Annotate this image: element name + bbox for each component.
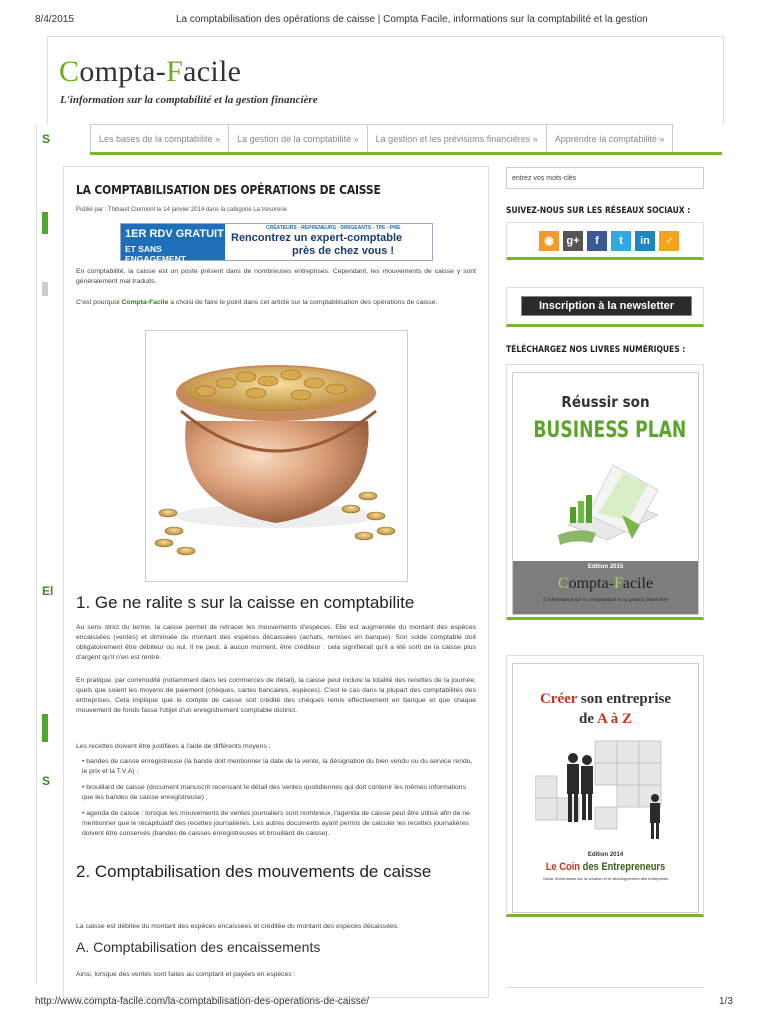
nav-item-bases[interactable]: Les bases de la comptabilité » (90, 124, 228, 152)
site-logo[interactable] (59, 55, 241, 89)
strip-green-bar (42, 714, 48, 742)
ebook2-logo (527, 861, 684, 873)
ebook-business-plan[interactable] (506, 364, 704, 620)
ebook-cover (512, 372, 699, 615)
nav-item-apprendre[interactable]: Apprendre la comptabilité » (546, 124, 674, 152)
ad-banner[interactable] (120, 223, 433, 264)
ebook-creer-entreprise[interactable] (506, 655, 704, 917)
section-heading-1: 1. Ge ne ralite s sur la caisse en comptabilite (76, 593, 415, 612)
paragraph-practice: En pratique, par commodité (notamment dans les commerces de détail), la caisse peut inclure la totalité des recettes de la journée, quels que soient les moyens de paiement (chèques, cartes bancaires, espèces). C'est le cas dans la plupart des comptabilités des entreprises. Cela implique que le compte de caisse soit crédité des chèques remis effectivement en banque et que chaque mouvement de fonds fasse l'objet d'un enregistrement comptable distinct. (76, 677, 476, 714)
print-title: La comptabilisation des opérations de caisse | Compta Facile, informations sur la comptabilité et la gestion (176, 14, 648, 25)
article (63, 166, 489, 998)
list-item: • bandes de caisse enregistreuse (la bande doit mentionner la date de la vente, la désignation du bien vendu ou du service rendu, le prix et la T.V.A) ; (82, 758, 473, 775)
pot-of-gold-icon (146, 331, 407, 581)
ebook-edition: Edition 2015 (587, 564, 624, 570)
ebook-logo-p2: acile (622, 575, 654, 592)
ad-right-line2: près de chez vous ! (292, 245, 395, 257)
intro-paragraph: En comptabilité, la caisse est un poste présent dans de nombreuses entreprises. Cependant, les mouvements de caisse y sont généralement mal traduits. (76, 268, 476, 285)
ebook2-logo-coin: Coin (559, 861, 581, 873)
facebook-icon[interactable]: f (587, 231, 607, 251)
article-title: LA COMPTABILISATION DES OPÉRATIONS DE CAISSE (76, 182, 381, 197)
strip-letter: S (42, 774, 51, 788)
intro-paragraph-2 (76, 298, 476, 308)
sidebar-next-widget (506, 987, 704, 998)
ebook-title-line2: BUSINESS PLAN (533, 418, 687, 443)
ad-top-line: CRÉATEURS - REPRENEURS - DIRIGEANTS - TPE - PME (266, 225, 401, 231)
paragraph-justification: Les recettes doivent être justifiées à l'aide de différents moyens : (76, 743, 271, 750)
section-heading-2: 2. Comptabilisation des mouvements de caisse (76, 862, 432, 881)
ebook2-logo-des: des (580, 861, 602, 873)
ebook-tagline: L'information sur la comptabilité et la gestion financière (543, 597, 668, 603)
subsection-heading-a: A. Comptabilisation des encaissements (76, 939, 321, 955)
ebook2-title-line2 (513, 711, 698, 728)
social-heading: SUIVEZ-NOUS SUR LES RÉSEAUX SOCIAUX : (506, 206, 691, 216)
paragraph-sales: Ainsi, lorsque des ventes sont faites au comptant et payées en espèces : (76, 971, 296, 978)
strip-letter: S (42, 132, 51, 146)
ebook2-title-red: Créer (539, 691, 578, 707)
ebook2-title-line1 (513, 691, 698, 708)
ebook-cover (512, 663, 699, 913)
viadeo-icon[interactable]: ♂ (659, 231, 679, 251)
ebook-logo (513, 575, 698, 593)
ebook-logo-f: F (613, 575, 623, 592)
article-meta: Publié par : Thibault Clermont le 14 janvier 2014 dans la catégorie La trésorerie (76, 207, 288, 213)
ad-left-line1: 1ER RDV GRATUIT (125, 228, 224, 240)
strip-letter: El (42, 584, 54, 598)
site-header (47, 36, 724, 125)
ebook2-logo-le: Le (545, 861, 560, 873)
google-plus-icon[interactable]: g+ (563, 231, 583, 251)
logo-letter-c: C (59, 55, 80, 88)
ebook-title-line1: Réussir son (561, 393, 650, 411)
intro2-text-after: a choisi de faire le point dans cet article sur la comptabilisation des opérations de caisse. (168, 299, 438, 306)
nav-item-previsions[interactable]: La gestion et les prévisions financières » (367, 124, 546, 152)
strip-avatar (42, 282, 48, 296)
left-clipped-column (36, 124, 54, 984)
paragraph-debit-credit: La caisse est débitée du montant des espèces encaissées et créditée du montant des espèces décaissées. (76, 923, 400, 930)
books-heading: TÉLÉCHARGEZ NOS LIVRES NUMÉRIQUES : (506, 345, 686, 355)
charts-folder-icon (548, 455, 668, 553)
social-links (506, 222, 704, 260)
ad-left-line2: ET SANS ENGAGEMENT (125, 244, 186, 264)
twitter-icon[interactable]: t (611, 231, 631, 251)
list-item: • brouillard de caisse (document manuscrit recensant le détail des ventes quotidiennes qui doit contenir les mêmes informations que les bandes de caisse enregistreuse) ; (82, 784, 466, 801)
main-nav (90, 124, 722, 155)
logo-letter-f: F (166, 55, 184, 88)
ebook2-edition: Edition 2014 (587, 852, 624, 858)
ebook2-logo-ent: Entrepreneurs (601, 861, 666, 873)
rss-icon[interactable]: ◉ (539, 231, 559, 251)
nav-item-gestion[interactable]: La gestion de la comptabilité » (228, 124, 367, 152)
pot-of-gold-image (145, 330, 408, 582)
print-url: http://www.compta-facile.com/la-comptabilisation-des-operations-de-caisse/ (35, 996, 370, 1007)
ad-right-line1: Rencontrez un expert-comptable (231, 232, 403, 244)
compta-facile-link[interactable]: Compta-Facile (121, 299, 169, 306)
ebook-logo-c: C (557, 575, 569, 592)
ebook2-tagline: Guide l'information sur la création et le développement des entreprises (542, 876, 669, 881)
linkedin-icon[interactable]: in (635, 231, 655, 251)
ebook-logo-p1: ompta- (568, 575, 614, 592)
ad-left-panel (121, 224, 225, 264)
intro2-text: C'est pourquoi (76, 299, 122, 306)
newsletter-box (506, 287, 704, 327)
newsletter-button[interactable]: Inscription à la newsletter (521, 296, 692, 316)
ebook2-title-az: A à Z (596, 711, 632, 727)
puzzle-businessmen-icon (535, 736, 680, 846)
print-page-number: 1/3 (719, 996, 733, 1007)
search-input[interactable]: entrez vos mots-clés (506, 167, 704, 189)
list-item: • agenda de caisse : lorsque les mouvements de ventes journaliers sont nombreux, l'agenda de caisse peut être utilisé afin de ne mentionner que le récapitulatif des recettes journalières. Les autres documents ayant permis de calculer les recettes journalières doivent être conservés (bandes de caisses enregistreuses et brouillard de caisse). (82, 810, 470, 837)
ebook2-title-pre: de (579, 711, 597, 727)
strip-green-bar (42, 212, 48, 234)
ebook-footer-band (513, 561, 698, 615)
site-tagline: L'information sur la comptabilité et la gestion financière (60, 94, 318, 106)
paragraph-definition: Au sens strict du terme, la caisse permet de retracer les mouvements d'espèces. Elle est augmentée du montant des espèces encaissées (ventes) et diminuée du montant des espèces décaissées (achats, remises en banque). Son solde comptable doit obligatoirement être débiteur ou nul. Il ne peut, à aucun moment, être créditeur : cela signifierait qu'il a été sorti de la caisse plus d'argent qu'il n'en est rentré. (76, 624, 476, 661)
print-date: 8/4/2015 (35, 14, 74, 25)
ebook2-title-rest: son entreprise (577, 691, 672, 707)
logo-part1: ompta- (79, 55, 167, 88)
logo-part2: acile (183, 55, 242, 88)
